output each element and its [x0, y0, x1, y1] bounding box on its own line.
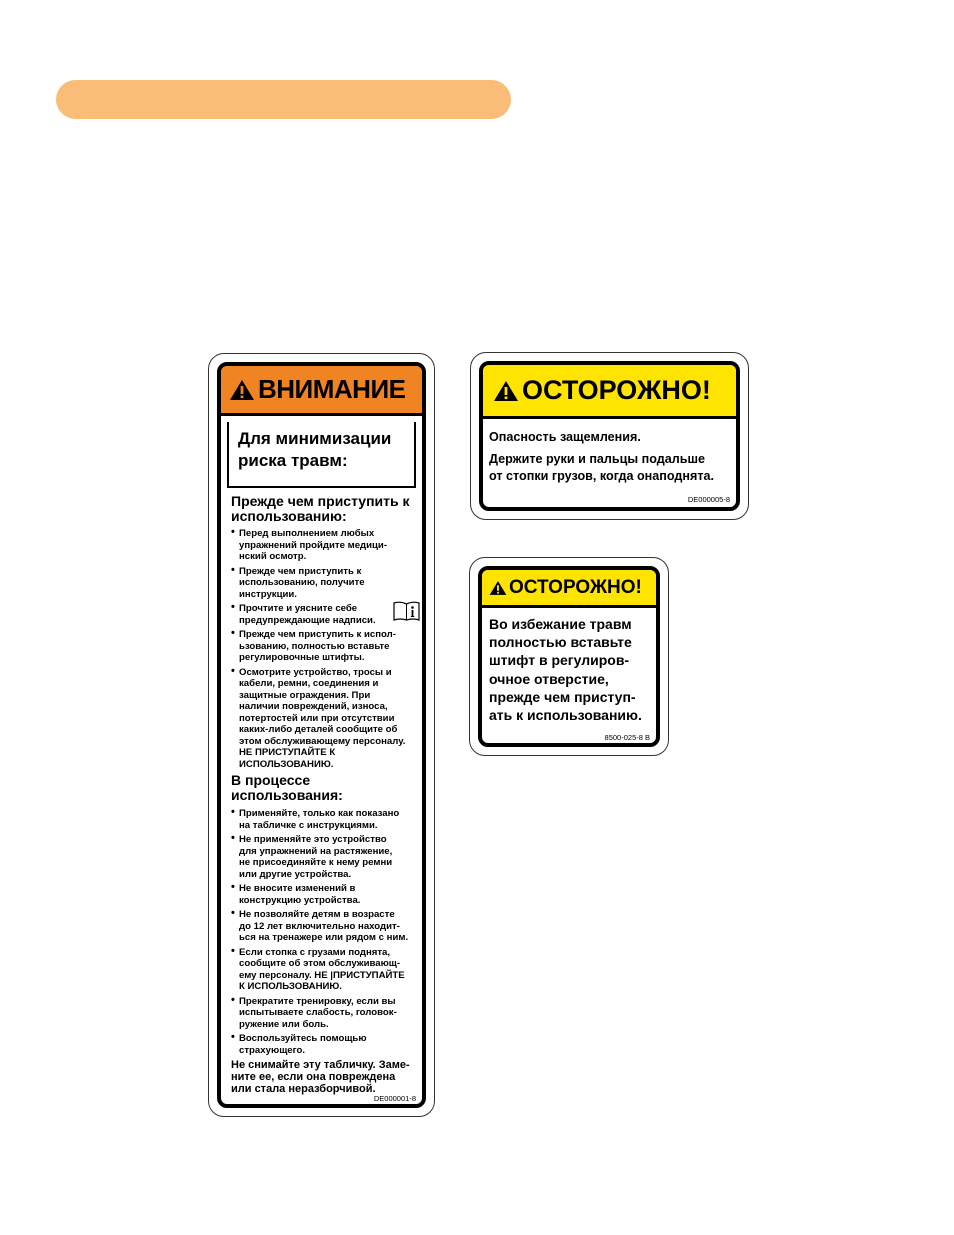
caution-line: Опасность защемления. [489, 430, 641, 444]
caution-banner-text: ОСТОРОЖНО! [522, 375, 711, 405]
section-header-bar [56, 80, 511, 119]
list-item: • Прекратите тренировку, если вы испытываете слабость, головок- ружение или боль. [231, 996, 416, 1031]
heading-line: использования: [231, 787, 343, 803]
list-item: • Не применяйте это устройство для упражнений на растяжение, не присоединяйте к нему ремни или другие устройства. [231, 834, 416, 880]
before-use-list [231, 528, 416, 770]
before-use-heading [231, 494, 416, 524]
intro-line: риска травм: [238, 451, 348, 470]
warning-triangle-icon [493, 380, 519, 402]
warning-triangle-icon [229, 379, 255, 401]
caution-label-pin [469, 557, 669, 756]
list-item: • Воспользуйтесь помощью страхующего. [231, 1033, 416, 1056]
warning-banner [221, 366, 422, 416]
warning-triangle-icon [489, 580, 507, 596]
during-use-list [231, 808, 416, 1056]
list-item: • Не позволяйте детям в возрасте до 12 лет включительно находит- ься на тренажере или рядом с ним. [231, 909, 416, 944]
caution-label-code: DE000005-8 [687, 495, 730, 504]
manual-info-book-icon [393, 601, 420, 621]
warning-intro [227, 422, 416, 488]
list-item: • Прежде чем приступить к испол- ьзованию, полностью вставьте регулировочные штифты. [231, 629, 416, 664]
list-item: • Прочтите и уясните себе предупреждающие надписи. [231, 603, 416, 626]
caution-banner-text: ОСТОРОЖНО! [509, 576, 642, 598]
caution-banner [483, 365, 736, 419]
caution-line: Держите руки и пальцы подальше от стопки грузов, когда онаподнята. [489, 452, 715, 483]
list-item: • Перед выполнением любых упражнений пройдите медици- нский осмотр. [231, 528, 416, 563]
list-item: • Осмотрите устройство, тросы и кабели, ремни, соединения и защитные ограждения. При наличии повреждений, износа, потертостей или при отсутствии каких-либо деталей сообщите об этом обслуживающему персоналу. НЕ ПРИСТУПАЙТЕ К ИСПОЛЬЗОВАНИЮ. [231, 667, 416, 771]
list-item: • Прежде чем приступить к использованию, получите инструкции. [231, 566, 416, 601]
warning-banner-text: ВНИМАНИЕ [258, 374, 406, 404]
caution-label-pinch [470, 352, 749, 520]
caution-label-code: 8500-025-8 B [604, 733, 650, 742]
warning-label-code: DE000001-8 [373, 1094, 416, 1103]
warning-closing-note: Не снимайте эту табличку. Заме- ните ее, если она повреждена или стала неразборчивой. [231, 1059, 410, 1095]
intro-line: Для минимизации [238, 429, 392, 448]
heading-line: использованию: [231, 508, 347, 524]
caution-banner [482, 570, 656, 608]
heading-line: В процессе [231, 772, 311, 788]
caution-text: Во избежание травм полностью вставьте штифт в регулиров- очное отверстие, прежде чем приступ- ать к использованию. [489, 616, 642, 724]
list-item: • Не вносите изменений в конструкцию устройства. [231, 883, 416, 906]
warning-label [208, 353, 435, 1117]
during-use-heading [231, 773, 416, 803]
list-item: • Применяйте, только как показано на табличке с инструкциями. [231, 808, 416, 831]
heading-line: Прежде чем приступить к [231, 493, 410, 509]
list-item: • Если стопка с грузами поднята, сообщите об этом обслуживающ- ему персоналу. НЕ |ПРИСТУПАЙТЕ К ИСПОЛЬЗОВАНИЮ. [231, 947, 416, 993]
